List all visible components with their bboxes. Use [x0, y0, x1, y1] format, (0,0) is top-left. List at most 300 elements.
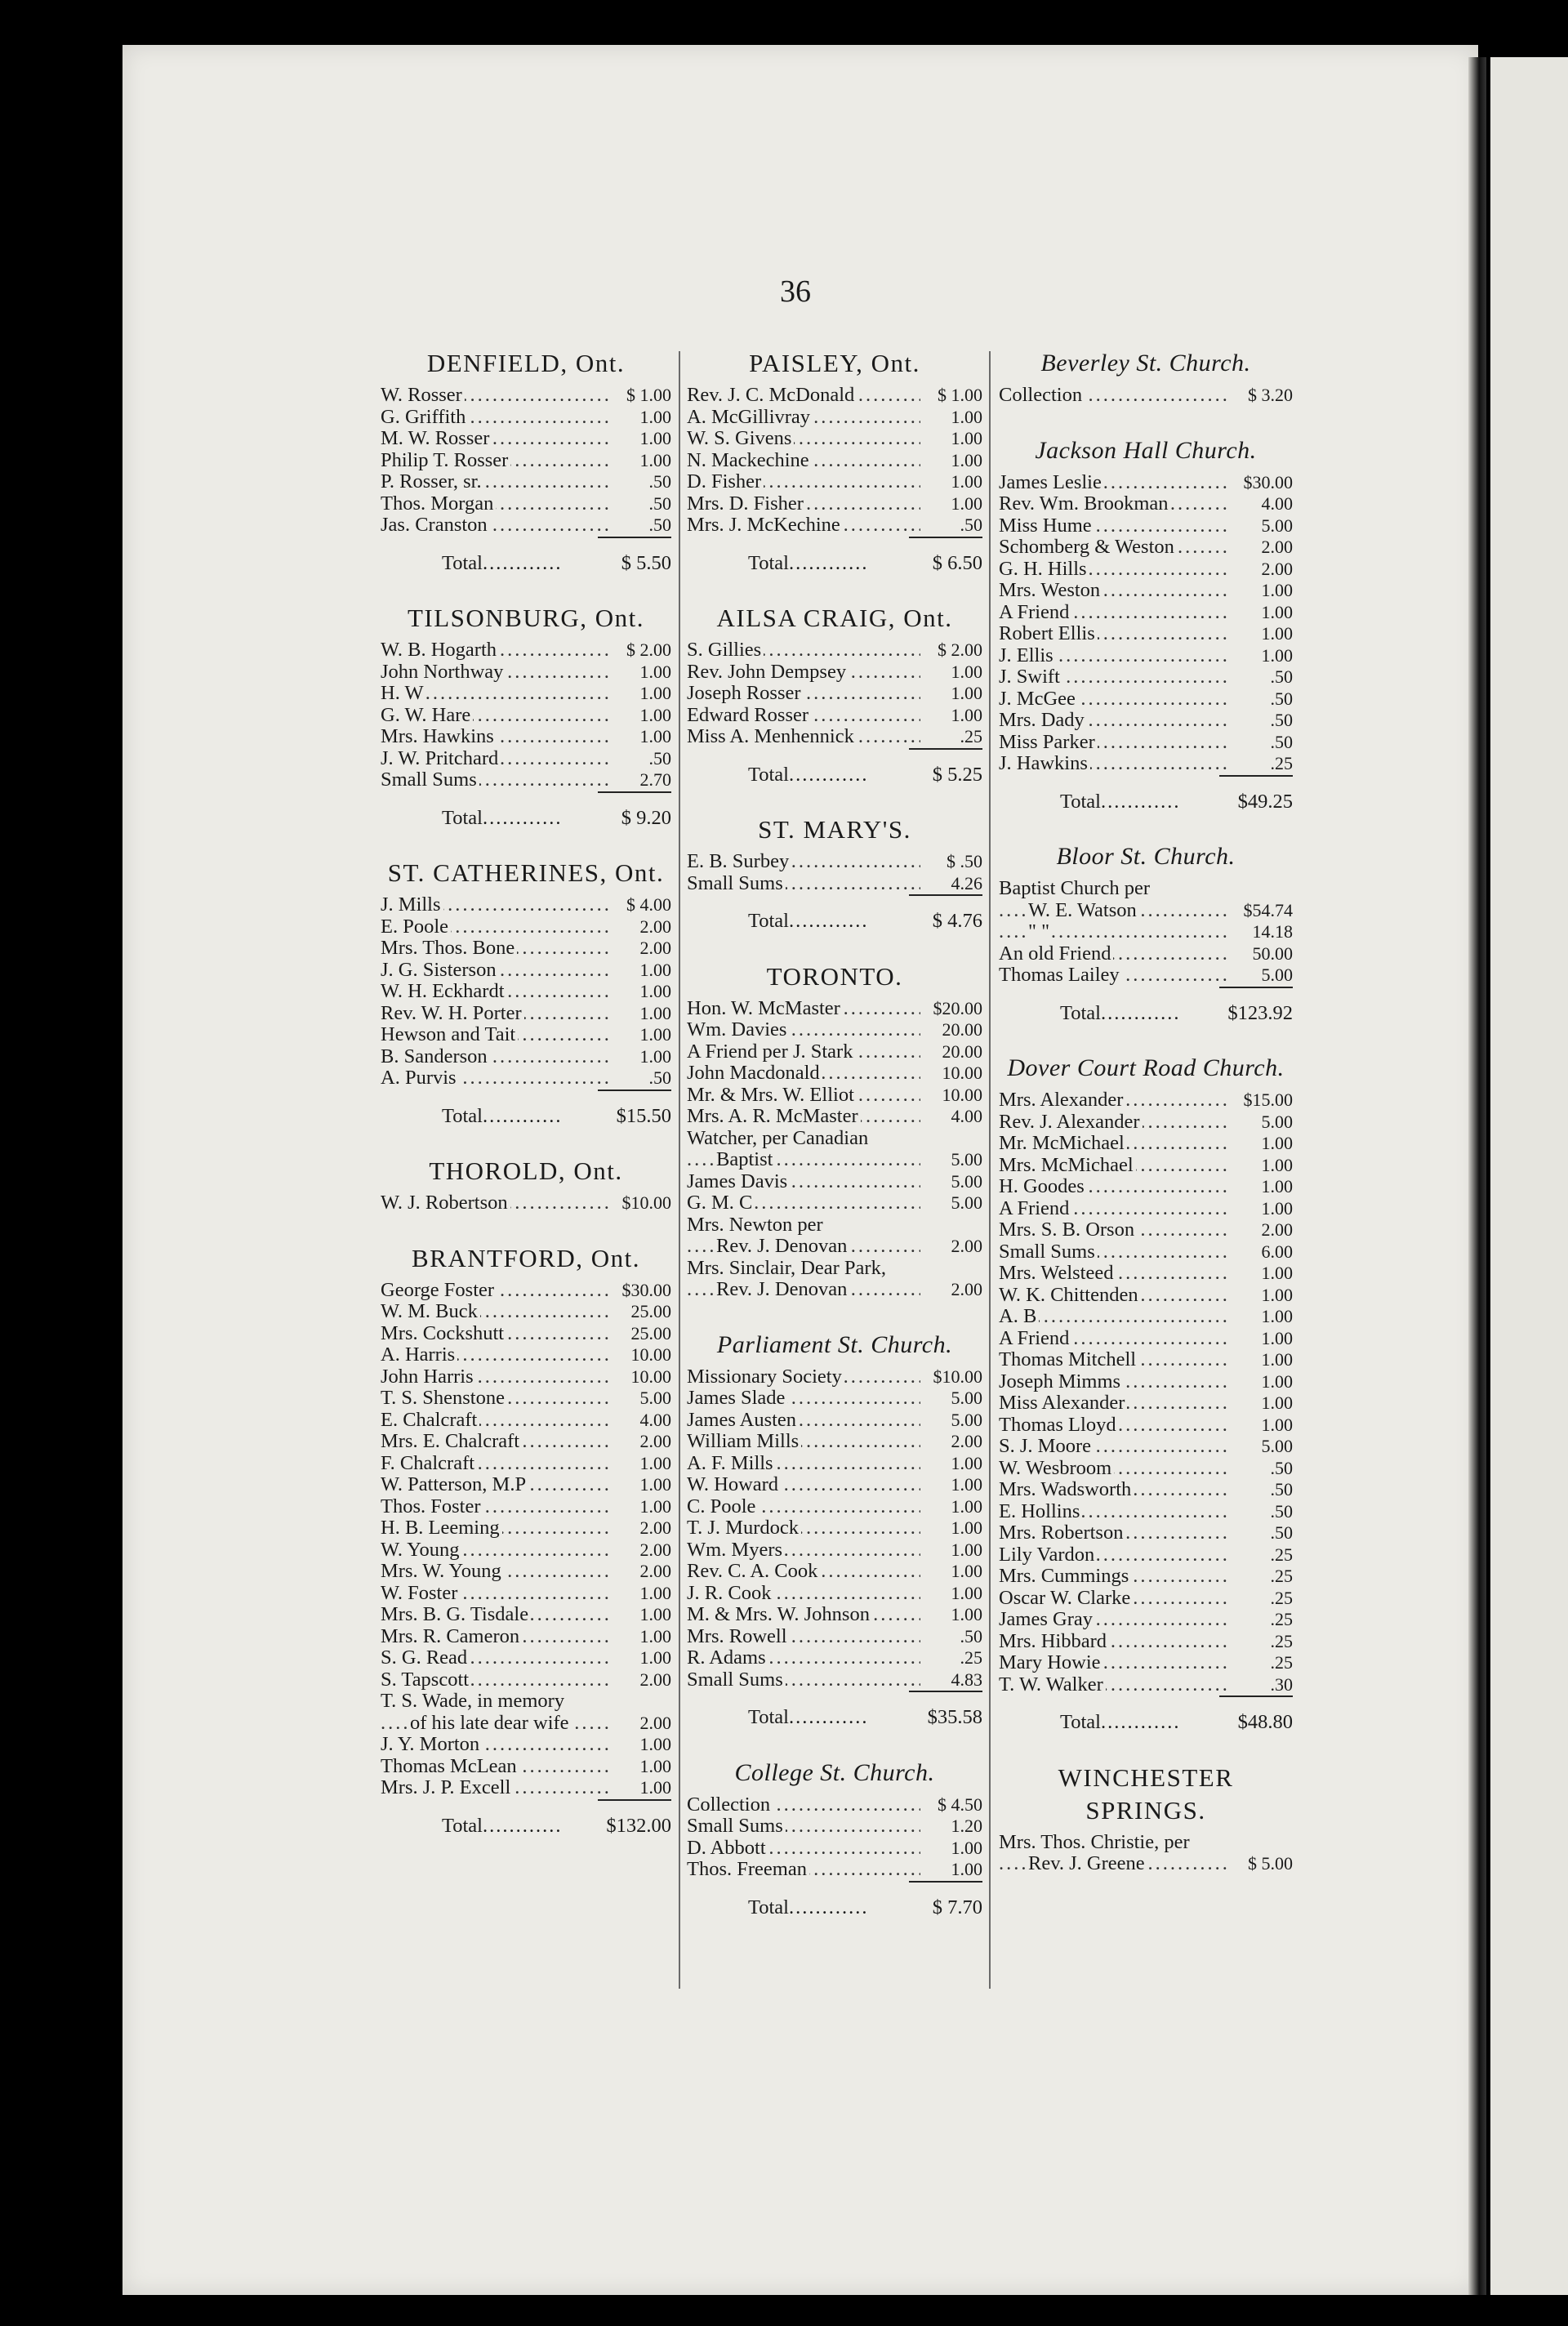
donor-section	[687, 813, 982, 933]
donor-name: G. W. Hare	[381, 705, 473, 726]
donation-row	[999, 753, 1293, 775]
donor-name-cell	[999, 385, 1231, 407]
donation-amount: 1.00	[609, 1024, 671, 1046]
total-rule	[598, 791, 671, 800]
donation-amount: 4.00	[1231, 493, 1293, 515]
donor-name: Hon. W. McMaster	[687, 998, 843, 1019]
donor-name: T. S. Wade, in memory	[381, 1690, 565, 1712]
donation-row	[999, 1089, 1293, 1112]
donation-row	[687, 493, 982, 515]
donor-name: Joseph Mimms	[999, 1371, 1123, 1392]
donation-amount: .25	[1231, 1652, 1293, 1674]
donation-row	[687, 1236, 982, 1258]
donor-name-cell	[381, 1067, 609, 1089]
donor-name-cell	[381, 1024, 609, 1046]
donor-name-cell	[999, 515, 1231, 537]
donor-name-cell	[381, 471, 609, 493]
total-rule	[1219, 775, 1293, 783]
donor-name-cell	[381, 1669, 609, 1691]
donation-amount	[609, 1691, 671, 1713]
donation-row	[999, 623, 1293, 645]
donation-row	[999, 1133, 1293, 1155]
donation-row	[999, 602, 1293, 624]
donor-name-cell	[999, 1674, 1231, 1696]
total-amount: $ 9.20	[621, 806, 671, 829]
donation-row	[687, 1453, 982, 1475]
donor-name-cell	[381, 1410, 609, 1432]
donor-name-cell	[381, 1431, 609, 1453]
total-row	[999, 1704, 1293, 1734]
donation-row	[381, 683, 671, 705]
donor-name: Lily Vardon	[999, 1544, 1097, 1566]
donation-row	[999, 1652, 1293, 1674]
donor-name-cell	[381, 748, 609, 770]
donor-name-cell	[999, 1285, 1231, 1307]
donation-amount: 1.00	[920, 1561, 982, 1583]
donor-name-cell	[381, 938, 609, 960]
section-heading: WINCHESTER SPRINGS.	[1058, 1762, 1234, 1825]
donation-amount: 4.26	[920, 873, 982, 895]
donation-row	[381, 450, 671, 472]
donation-amount: 2.00	[920, 1279, 982, 1301]
donation-row	[381, 1517, 671, 1540]
donor-name-cell	[999, 688, 1231, 711]
donor-name: Miss Parker	[999, 732, 1098, 753]
donor-name-cell	[381, 916, 609, 938]
donation-amount: $10.00	[920, 1366, 982, 1388]
donor-name-cell	[687, 1794, 920, 1816]
donor-name: S. J. Moore	[999, 1436, 1094, 1457]
donor-section	[999, 1762, 1293, 1875]
donor-name-cell	[687, 1149, 920, 1171]
donation-row	[999, 580, 1293, 602]
donor-name: G. Griffith	[381, 407, 468, 428]
donor-name-cell	[999, 623, 1231, 645]
donor-name: A Friend	[999, 1328, 1071, 1349]
donor-name: Small Sums	[687, 1816, 786, 1837]
donor-name: Missionary Society	[687, 1366, 844, 1388]
donation-amount: .50	[1231, 1522, 1293, 1544]
donor-name: T. J. Murdock	[687, 1517, 801, 1539]
donation-row	[999, 472, 1293, 494]
donor-name: Thos. Foster	[381, 1496, 483, 1517]
donation-row	[999, 1501, 1293, 1523]
donor-name: J. G. Sisterson	[381, 960, 499, 981]
donation-row	[381, 1734, 671, 1756]
donor-name-cell	[381, 1626, 609, 1648]
donor-name: Mrs. Sinclair, Dear Park,	[687, 1256, 886, 1279]
total-rule	[598, 1089, 671, 1098]
donor-name: Mrs. R. Cameron	[381, 1626, 522, 1647]
total-rule	[909, 537, 982, 545]
donation-amount: 5.00	[920, 1192, 982, 1214]
donation-amount: 1.00	[609, 1474, 671, 1496]
donation-amount: 1.00	[920, 1604, 982, 1626]
donor-name: C. Poole	[687, 1496, 758, 1517]
donation-row	[687, 1626, 982, 1648]
donor-name: Mrs. Dady	[999, 710, 1087, 731]
donation-amount: 1.00	[1231, 1263, 1293, 1285]
donation-row	[381, 493, 671, 515]
donor-section	[687, 347, 982, 574]
donation-amount: 1.00	[1231, 1349, 1293, 1371]
donation-row	[687, 662, 982, 684]
donation-amount: 1.00	[1231, 1392, 1293, 1415]
donor-name-cell	[999, 1219, 1231, 1241]
donation-amount: 1.00	[1231, 580, 1293, 602]
total-rule	[1219, 987, 1293, 995]
donor-section	[999, 434, 1293, 813]
donation-row	[999, 1392, 1293, 1415]
column-rule	[989, 351, 991, 1989]
section-heading: Bloor St. Church.	[1056, 843, 1236, 870]
donation-amount: 2.00	[920, 1431, 982, 1453]
donation-row	[687, 450, 982, 472]
donation-row	[381, 428, 671, 450]
total-row	[687, 1889, 982, 1919]
donation-row	[999, 710, 1293, 732]
donation-amount: 1.00	[920, 471, 982, 493]
total-amount: $35.58	[927, 1706, 982, 1728]
donor-name: J. Y. Morton	[381, 1734, 482, 1755]
donation-row	[381, 1024, 671, 1046]
donation-row	[999, 1674, 1293, 1696]
donor-name: Robert Ellis	[999, 623, 1098, 644]
donor-name: T. W. Walker	[999, 1674, 1106, 1695]
donation-amount: 1.20	[920, 1816, 982, 1838]
total-row	[687, 756, 982, 786]
donor-section	[381, 857, 671, 1127]
donor-name: H. B. Leeming	[381, 1517, 502, 1539]
donor-name-cell	[381, 1734, 609, 1756]
donation-amount: $54.74	[1231, 900, 1293, 922]
donation-amount: .50	[1231, 666, 1293, 688]
donor-name-cell	[687, 662, 920, 684]
donation-row	[999, 1522, 1293, 1544]
donation-row	[999, 943, 1293, 965]
donation-row	[999, 1853, 1293, 1875]
donation-amount: 1.00	[1231, 1328, 1293, 1350]
donation-row	[687, 1258, 982, 1280]
total-rule	[909, 748, 982, 756]
donor-name-cell	[687, 1388, 920, 1410]
donor-name: Thomas Lailey	[999, 965, 1122, 986]
donor-name: Baptist Church per	[999, 877, 1151, 899]
donation-amount: 1.00	[609, 1734, 671, 1756]
donation-row	[999, 878, 1293, 900]
section-heading: THOROLD, Ont.	[429, 1156, 623, 1185]
section-heading: ST. MARY'S.	[758, 815, 911, 844]
donation-amount	[1231, 878, 1293, 900]
total-amount: $ 7.70	[932, 1896, 982, 1918]
donor-name: An old Friend	[999, 943, 1113, 965]
donation-row	[999, 1285, 1293, 1307]
donor-name-cell	[999, 965, 1231, 987]
donor-name: Mr. & Mrs. W. Elliot	[687, 1085, 857, 1106]
donation-row	[381, 726, 671, 748]
donor-name-cell	[999, 1306, 1231, 1328]
total-amount: $ 5.50	[621, 551, 671, 574]
donor-name-cell	[999, 1501, 1231, 1523]
donation-amount: .25	[1231, 753, 1293, 775]
donor-name: D. Abbott	[687, 1838, 768, 1859]
total-row	[687, 902, 982, 933]
donation-row	[687, 1517, 982, 1540]
total-row	[381, 1807, 671, 1838]
donor-name-cell	[381, 1366, 609, 1388]
donation-amount: 10.00	[609, 1344, 671, 1366]
total-label: Total .....	[442, 553, 563, 575]
donation-amount: 2.00	[609, 1431, 671, 1453]
donation-row	[381, 1410, 671, 1432]
donor-name-cell	[999, 1198, 1231, 1220]
donation-amount: 5.00	[920, 1410, 982, 1432]
donation-row	[999, 1631, 1293, 1653]
donor-name-cell	[687, 407, 920, 429]
donation-amount: 1.00	[920, 1517, 982, 1540]
book-spine	[1468, 57, 1486, 2295]
donation-row	[687, 407, 982, 429]
donation-amount: 1.00	[920, 428, 982, 450]
donor-name: G. M. C	[687, 1192, 755, 1214]
donation-amount: 1.00	[609, 407, 671, 429]
donation-amount	[920, 1214, 982, 1237]
donation-amount: 2.00	[609, 1540, 671, 1562]
donor-section	[687, 602, 982, 786]
donation-amount: 1.00	[920, 1453, 982, 1475]
facing-page-edge	[1490, 57, 1568, 2295]
donor-name-cell	[381, 1756, 609, 1778]
donor-name: Rev. J. Denovan	[716, 1279, 849, 1300]
donor-name: S. Gillies	[687, 639, 764, 661]
donation-row	[999, 1566, 1293, 1588]
donor-name: W. H. Eckhardt	[381, 981, 507, 1002]
donation-amount: .25	[1231, 1609, 1293, 1631]
donor-name-cell	[381, 1192, 609, 1214]
donor-name: John Macdonald	[687, 1063, 822, 1084]
total-rule	[909, 1691, 982, 1699]
donor-name: Rev. Wm. Brookman	[999, 493, 1171, 515]
donor-name: Thomas Lloyd	[999, 1415, 1119, 1436]
donation-amount: 1.00	[920, 662, 982, 684]
donor-name: W. Rosser	[381, 385, 465, 406]
donation-row	[999, 1176, 1293, 1198]
donor-name-cell	[381, 1713, 609, 1735]
donation-amount: .30	[1231, 1674, 1293, 1696]
donor-name-cell	[687, 1063, 920, 1085]
donor-name: Miss Hume	[999, 515, 1094, 537]
donation-amount: .50	[1231, 1458, 1293, 1480]
column-2	[687, 347, 982, 1946]
donation-amount: 1.00	[609, 726, 671, 748]
donation-amount: 1.00	[920, 493, 982, 515]
donation-amount: 20.00	[920, 1041, 982, 1063]
donor-name: Joseph Rosser	[687, 683, 804, 704]
donor-name: S. G. Read	[381, 1647, 470, 1669]
donor-name-cell	[381, 894, 609, 916]
donor-name-cell	[999, 1522, 1231, 1544]
total-label: Total .....	[442, 1106, 563, 1128]
donation-amount: .25	[1231, 1566, 1293, 1588]
donation-row	[381, 1366, 671, 1388]
donation-amount: 5.00	[920, 1171, 982, 1193]
donation-amount: .25	[1231, 1588, 1293, 1610]
donor-name: Collection	[687, 1794, 773, 1816]
donation-amount: 1.00	[1231, 1198, 1293, 1220]
donor-name-cell	[999, 645, 1231, 667]
section-heading: Parliament St. Church.	[716, 1330, 953, 1358]
donor-name-cell	[381, 428, 609, 450]
donation-amount: 4.00	[609, 1410, 671, 1432]
donor-name: " "	[1028, 921, 1052, 942]
donor-name: of his late dear wife	[410, 1713, 572, 1734]
donation-row	[999, 493, 1293, 515]
donation-row	[687, 1583, 982, 1605]
donor-name: Mrs. Hawkins	[381, 726, 497, 747]
donation-row	[687, 1388, 982, 1410]
donation-row	[381, 981, 671, 1003]
donor-name: D. Fisher	[687, 471, 764, 492]
donor-name-cell	[999, 943, 1231, 965]
donation-amount: 1.00	[609, 1496, 671, 1518]
donor-name-cell	[381, 662, 609, 684]
donation-row	[381, 1431, 671, 1453]
donor-name: John Northway	[381, 662, 506, 683]
donation-row	[999, 1588, 1293, 1610]
donor-name-cell	[381, 1496, 609, 1518]
donor-name: Mrs. Alexander	[999, 1089, 1125, 1111]
donation-row	[687, 1085, 982, 1107]
donor-name: A Friend	[999, 1198, 1071, 1219]
donor-name-cell	[381, 1046, 609, 1068]
donation-row	[381, 1756, 671, 1778]
donation-amount: 1.00	[1231, 623, 1293, 645]
donation-amount: 5.00	[1231, 965, 1293, 987]
section-heading: DENFIELD, Ont.	[426, 349, 626, 377]
donation-row	[999, 1609, 1293, 1631]
donor-name: S. Tapscott	[381, 1669, 471, 1691]
donor-name-cell	[687, 1410, 920, 1432]
donor-name: Small Sums	[687, 873, 786, 894]
donation-amount: 2.00	[609, 938, 671, 960]
donor-name: Small Sums	[687, 1669, 786, 1691]
donor-name: A. Purvis	[381, 1067, 459, 1089]
donor-name: Mary Howie	[999, 1652, 1103, 1673]
donor-name-cell	[687, 1171, 920, 1193]
total-rule	[598, 1799, 671, 1807]
donation-amount: 2.00	[609, 1713, 671, 1735]
donation-row	[999, 1415, 1293, 1437]
donor-name: Mrs. Newton per	[687, 1213, 823, 1236]
donor-name: W. B. Hogarth	[381, 639, 499, 661]
donor-name-cell	[381, 683, 609, 705]
donation-amount: 14.18	[1231, 921, 1293, 943]
donor-name: Rev. C. A. Cook	[687, 1561, 820, 1582]
donation-row	[687, 471, 982, 493]
total-label: Total .....	[1060, 791, 1181, 813]
donor-name: M. W. Rosser	[381, 428, 492, 449]
donor-name: Mrs. Welsteed	[999, 1263, 1116, 1284]
donor-name-cell	[999, 710, 1231, 732]
donation-amount: 6.00	[1231, 1241, 1293, 1263]
donation-row	[687, 1019, 982, 1041]
donor-name: J. McGee	[999, 688, 1078, 710]
donor-name: William Mills	[687, 1431, 801, 1452]
donor-name: A Friend	[999, 602, 1071, 623]
page-number: 36	[780, 274, 811, 309]
donation-row	[999, 1219, 1293, 1241]
donor-name-cell	[999, 559, 1231, 581]
donation-amount: .25	[920, 1647, 982, 1669]
donor-name: W. K. Chittenden	[999, 1285, 1141, 1306]
total-label: Total .....	[748, 1707, 869, 1729]
donation-amount: $ .50	[920, 851, 982, 873]
donation-row	[381, 1003, 671, 1025]
donation-row	[999, 515, 1293, 537]
donation-row	[999, 1241, 1293, 1263]
donation-amount: 1.00	[920, 1474, 982, 1496]
donor-name-cell	[687, 1517, 920, 1540]
donation-amount: 1.00	[609, 1756, 671, 1778]
donation-amount: 2.00	[1231, 559, 1293, 581]
donor-name: R. Adams	[687, 1647, 768, 1669]
donation-amount: .50	[1231, 1501, 1293, 1523]
total-label: Total .....	[748, 553, 869, 575]
donor-section	[687, 960, 982, 1301]
donation-row	[381, 1777, 671, 1799]
donor-name-cell	[381, 726, 609, 748]
donor-name-cell	[999, 1544, 1231, 1566]
donation-row	[687, 1838, 982, 1860]
donor-name: M. & Mrs. W. Johnson	[687, 1604, 872, 1625]
donor-name-cell	[687, 1669, 920, 1691]
donation-amount: 1.00	[609, 1626, 671, 1648]
donor-name-cell	[381, 1691, 564, 1713]
donation-amount: 1.00	[1231, 1285, 1293, 1307]
donor-name-cell	[999, 1652, 1231, 1674]
total-row	[381, 1098, 671, 1128]
donation-amount: .50	[609, 515, 671, 537]
donation-amount: .50	[1231, 732, 1293, 754]
donor-name: G. H. Hills	[999, 559, 1089, 580]
donation-row	[381, 1496, 671, 1518]
donor-name: Rev. W. H. Porter	[381, 1003, 524, 1024]
donor-name: Rev. John Dempsey	[687, 662, 849, 683]
donation-row	[687, 1192, 982, 1214]
donor-name: Mrs. J. P. Excell	[381, 1777, 513, 1798]
donor-name: A Friend per J. Stark	[687, 1041, 855, 1063]
donor-name-cell	[999, 921, 1231, 943]
donation-row	[687, 385, 982, 407]
donation-amount: .50	[609, 471, 671, 493]
donor-name-cell	[687, 1626, 920, 1648]
donation-amount: 1.00	[920, 1540, 982, 1562]
total-row	[999, 995, 1293, 1025]
donor-name: Mrs. Cummings	[999, 1566, 1131, 1587]
donor-name: A. Harris	[381, 1344, 457, 1366]
donor-name-cell	[687, 1561, 920, 1583]
donor-name: A. McGillivray	[687, 407, 813, 428]
donor-name-cell	[999, 1133, 1231, 1155]
donor-name-cell	[687, 873, 920, 895]
donation-row	[687, 1474, 982, 1496]
donor-name-cell	[999, 753, 1231, 775]
donor-name-cell	[687, 1838, 920, 1860]
donor-name: Mrs. J. McKechine	[687, 515, 843, 536]
total-label: Total .....	[1060, 1003, 1181, 1025]
donation-amount: 1.00	[920, 1583, 982, 1605]
donation-row	[381, 1691, 671, 1713]
